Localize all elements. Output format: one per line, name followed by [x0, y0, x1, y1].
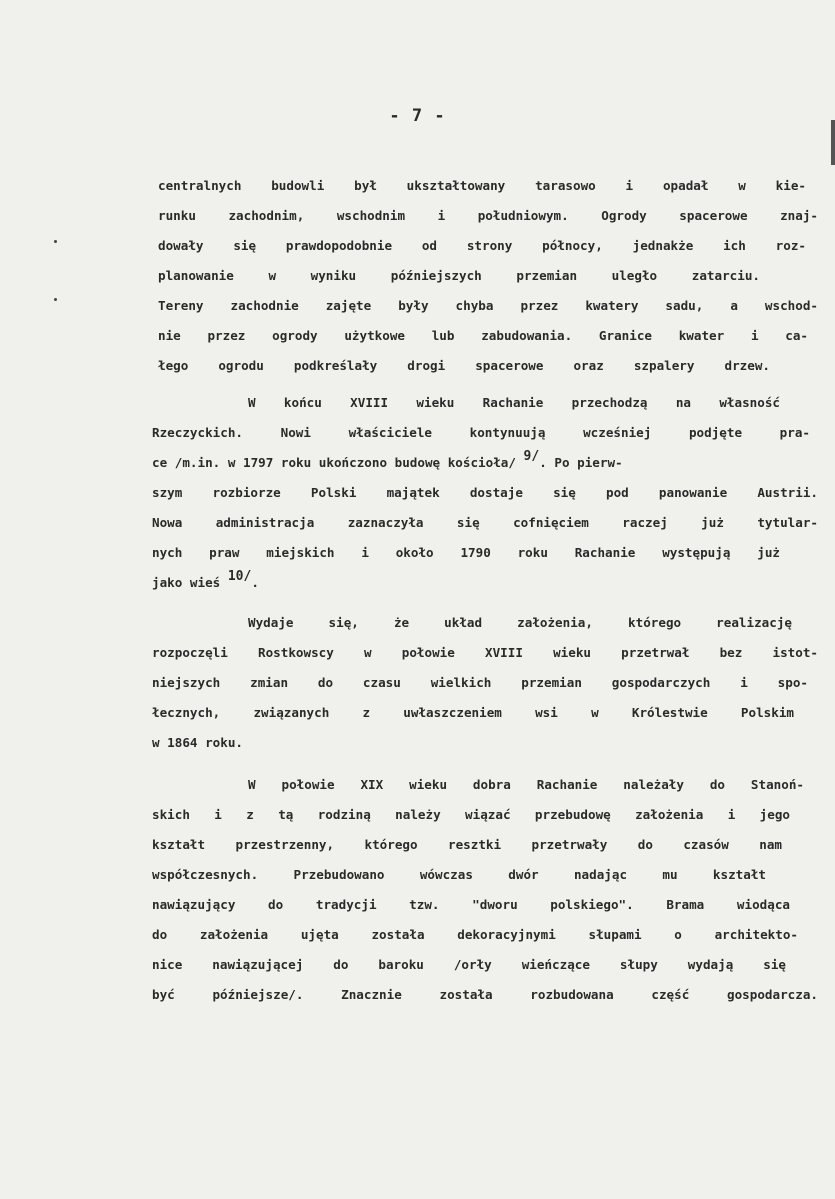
- line-text: nice nawiązującej do baroku /orły wieńczące słupy wydają się: [152, 957, 786, 972]
- margin-mark: [54, 298, 57, 301]
- line-text: rozpoczęli Rostkowscy w połowie XVIII wieku przetrwał bez istot-: [152, 645, 818, 660]
- line-text: skich i z tą rodziną należy wiązać przebudowę założenia i jego: [152, 807, 790, 822]
- text-line: [152, 513, 818, 533]
- line-text: współczesnych. Przebudowano wówczas dwór nadając mu kształt: [152, 867, 766, 882]
- text-line: [248, 775, 804, 795]
- text-line: [158, 356, 770, 376]
- page-edge-shadow: [831, 120, 835, 165]
- line-text: do założenia ujęta została dekoracyjnymi słupami o architekto-: [152, 927, 798, 942]
- line-text: łego ogrodu podkreślały drogi spacerowe oraz szpalery drzew.: [158, 358, 770, 373]
- text-line: [158, 266, 760, 286]
- page-number: - 7 -: [389, 106, 446, 126]
- line-text-tail: . Po pierw-: [539, 455, 623, 470]
- text-line: [152, 925, 798, 945]
- text-line: [152, 543, 780, 563]
- text-line: [152, 673, 808, 693]
- text-line: [152, 483, 818, 503]
- text-line: [158, 236, 806, 256]
- line-text: Nowa administracja zaznaczyła się cofnięciem raczej już tytular-: [152, 515, 818, 530]
- line-text: w 1864 roku.: [152, 735, 243, 750]
- footnote-reference: 10/: [227, 569, 252, 584]
- text-line: [158, 296, 818, 316]
- text-line: [248, 613, 792, 633]
- line-text-tail: .: [251, 575, 259, 590]
- text-line: [152, 955, 786, 975]
- text-line: [152, 449, 623, 473]
- text-line: [152, 865, 766, 885]
- line-text: kształt przestrzenny, którego resztki przetrwały do czasów nam: [152, 837, 782, 852]
- line-text: ce /m.in. w 1797 roku ukończono budowę kościoła/: [152, 455, 516, 470]
- line-text: Wydaje się, że układ założenia, którego realizację: [248, 615, 792, 630]
- line-text: Tereny zachodnie zajęte były chyba przez kwatery sadu, a wschod-: [158, 298, 818, 313]
- margin-mark: [54, 240, 57, 243]
- line-text: szym rozbiorze Polski majątek dostaje się pod panowanie Austrii.: [152, 485, 818, 500]
- line-text: W połowie XIX wieku dobra Rachanie należały do Stanoń-: [248, 777, 804, 792]
- text-line: [152, 423, 810, 443]
- text-line: [152, 835, 782, 855]
- text-line: [152, 569, 259, 593]
- line-text: Rzeczyckich. Nowi właściciele kontynuują wcześniej podjęte pra-: [152, 425, 810, 440]
- text-line: [152, 805, 790, 825]
- text-line: [152, 895, 790, 915]
- line-text: planowanie w wyniku późniejszych przemian uległo zatarciu.: [158, 268, 760, 283]
- line-text: nych praw miejskich i około 1790 roku Rachanie występują już: [152, 545, 780, 560]
- line-text: runku zachodnim, wschodnim i południowym. Ogrody spacerowe znaj-: [158, 208, 818, 223]
- line-text: centralnych budowli był ukształtowany tarasowo i opadał w kie-: [158, 178, 806, 193]
- text-line: [152, 643, 818, 663]
- text-line: [152, 733, 243, 753]
- line-text: nawiązujący do tradycji tzw. "dworu polskiego". Brama wiodąca: [152, 897, 790, 912]
- text-line: [158, 206, 818, 226]
- line-text: nie przez ogrody użytkowe lub zabudowania. Granice kwater i ca-: [158, 328, 808, 343]
- line-text: W końcu XVIII wieku Rachanie przechodzą na własność: [248, 395, 780, 410]
- footnote-reference: 9/: [523, 449, 540, 464]
- text-line: [152, 985, 818, 1005]
- text-line: [248, 393, 780, 413]
- line-text: łecznych, związanych z uwłaszczeniem wsi w Królestwie Polskim: [152, 705, 794, 720]
- line-text: niejszych zmian do czasu wielkich przemian gospodarczych i spo-: [152, 675, 808, 690]
- text-line: [158, 326, 808, 346]
- line-text: jako wieś: [152, 575, 221, 590]
- line-text: być późniejsze/. Znacznie została rozbudowana część gospodarcza.: [152, 987, 818, 1002]
- text-line: [152, 703, 794, 723]
- line-text: dowały się prawdopodobnie od strony północy, jednakże ich roz-: [158, 238, 806, 253]
- text-line: [158, 176, 806, 196]
